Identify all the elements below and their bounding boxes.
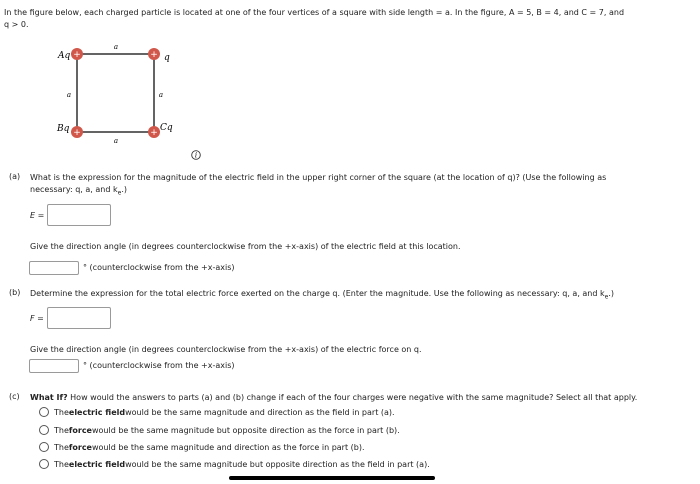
part-b-f-input[interactable] — [47, 307, 111, 329]
part-a-question: What is the expression for the magnitude of the electric field in the upper right corner of the square (at the location of q)? (Use the following as necessary: q, a, and $k_e$.) — [30, 173, 607, 197]
part-c-option-1[interactable]: The electric field would be the same magnitude and direction as the field in part (a). — [39, 405, 395, 419]
side-label-left: a — [66, 91, 72, 99]
charge-label-top-right: q — [164, 53, 170, 63]
charge-bottom-right — [148, 126, 160, 138]
plus-sign: + — [150, 128, 158, 138]
side-label-right: a — [158, 91, 164, 99]
checkbox-option-4[interactable] — [39, 459, 49, 469]
part-a-e-label: E = — [30, 211, 45, 220]
charge-top-right — [148, 48, 160, 60]
charge-bottom-left — [71, 126, 83, 138]
part-c-letter: (c) — [9, 392, 20, 401]
charge-label-top-left: Aq — [58, 51, 71, 61]
part-a-e-input[interactable] — [47, 204, 111, 226]
horizontal-scrollbar[interactable] — [229, 476, 435, 480]
checkbox-option-3[interactable] — [39, 442, 49, 452]
charge-label-bottom-right: Cq — [160, 123, 173, 133]
intro-line-2: q > 0. — [4, 20, 29, 29]
part-b-letter: (b) — [9, 288, 21, 297]
part-c-question: What If? How would the answers to parts (a) and (b) change if each of the four charges were negative with the same magnitude? Select all that apply. — [30, 393, 638, 402]
charge-top-left — [71, 48, 83, 60]
info-icon[interactable] — [191, 150, 201, 160]
part-b-question: Determine the expression for the total electric force exerted on the charge q. (Enter the magnitude. Use the following as necessary: q, a, and $k_e$.) — [30, 289, 614, 301]
side-label-top: a — [113, 43, 119, 51]
plus-sign: + — [73, 128, 81, 138]
part-b-angle-suffix: ° (counterclockwise from the +x-axis) — [83, 361, 235, 370]
intro-line-1: In the figure below, each charged particle is located at one of the four vertices of a square with side length = a. In the figure, A = 5, B = 4, and C = 7, and — [4, 8, 625, 17]
part-a-letter: (a) — [9, 172, 21, 181]
part-b-f-label: F = — [30, 314, 44, 323]
checkbox-option-1[interactable] — [39, 407, 49, 417]
part-c-option-4[interactable]: The electric field would be the same magnitude but opposite direction as the field in part (a). — [39, 457, 430, 471]
side-label-bottom: a — [113, 137, 119, 145]
part-c-option-2[interactable]: The force would be the same magnitude but opposite direction as the force in part (b). — [39, 423, 400, 437]
plus-sign: + — [150, 50, 158, 60]
problem-intro — [4, 7, 694, 31]
part-c-option-3[interactable]: The force would be the same magnitude and direction as the force in part (b). — [39, 440, 365, 454]
part-a-direction-prompt: Give the direction angle (in degrees counterclockwise from the +x-axis) of the electric field at this location. — [30, 242, 461, 251]
part-b-angle-input[interactable] — [29, 359, 79, 373]
charge-label-bottom-left: Bq — [57, 124, 70, 134]
plus-sign: + — [73, 50, 81, 60]
svg-text:i: i — [194, 151, 198, 160]
checkbox-option-2[interactable] — [39, 425, 49, 435]
square-outline — [77, 54, 154, 132]
part-a-angle-suffix: ° (counterclockwise from the +x-axis) — [83, 263, 235, 272]
square-charges-figure — [50, 38, 190, 146]
part-a-angle-input[interactable] — [29, 261, 79, 275]
part-b-direction-prompt: Give the direction angle (in degrees counterclockwise from the +x-axis) of the electric force on q. — [30, 345, 422, 354]
